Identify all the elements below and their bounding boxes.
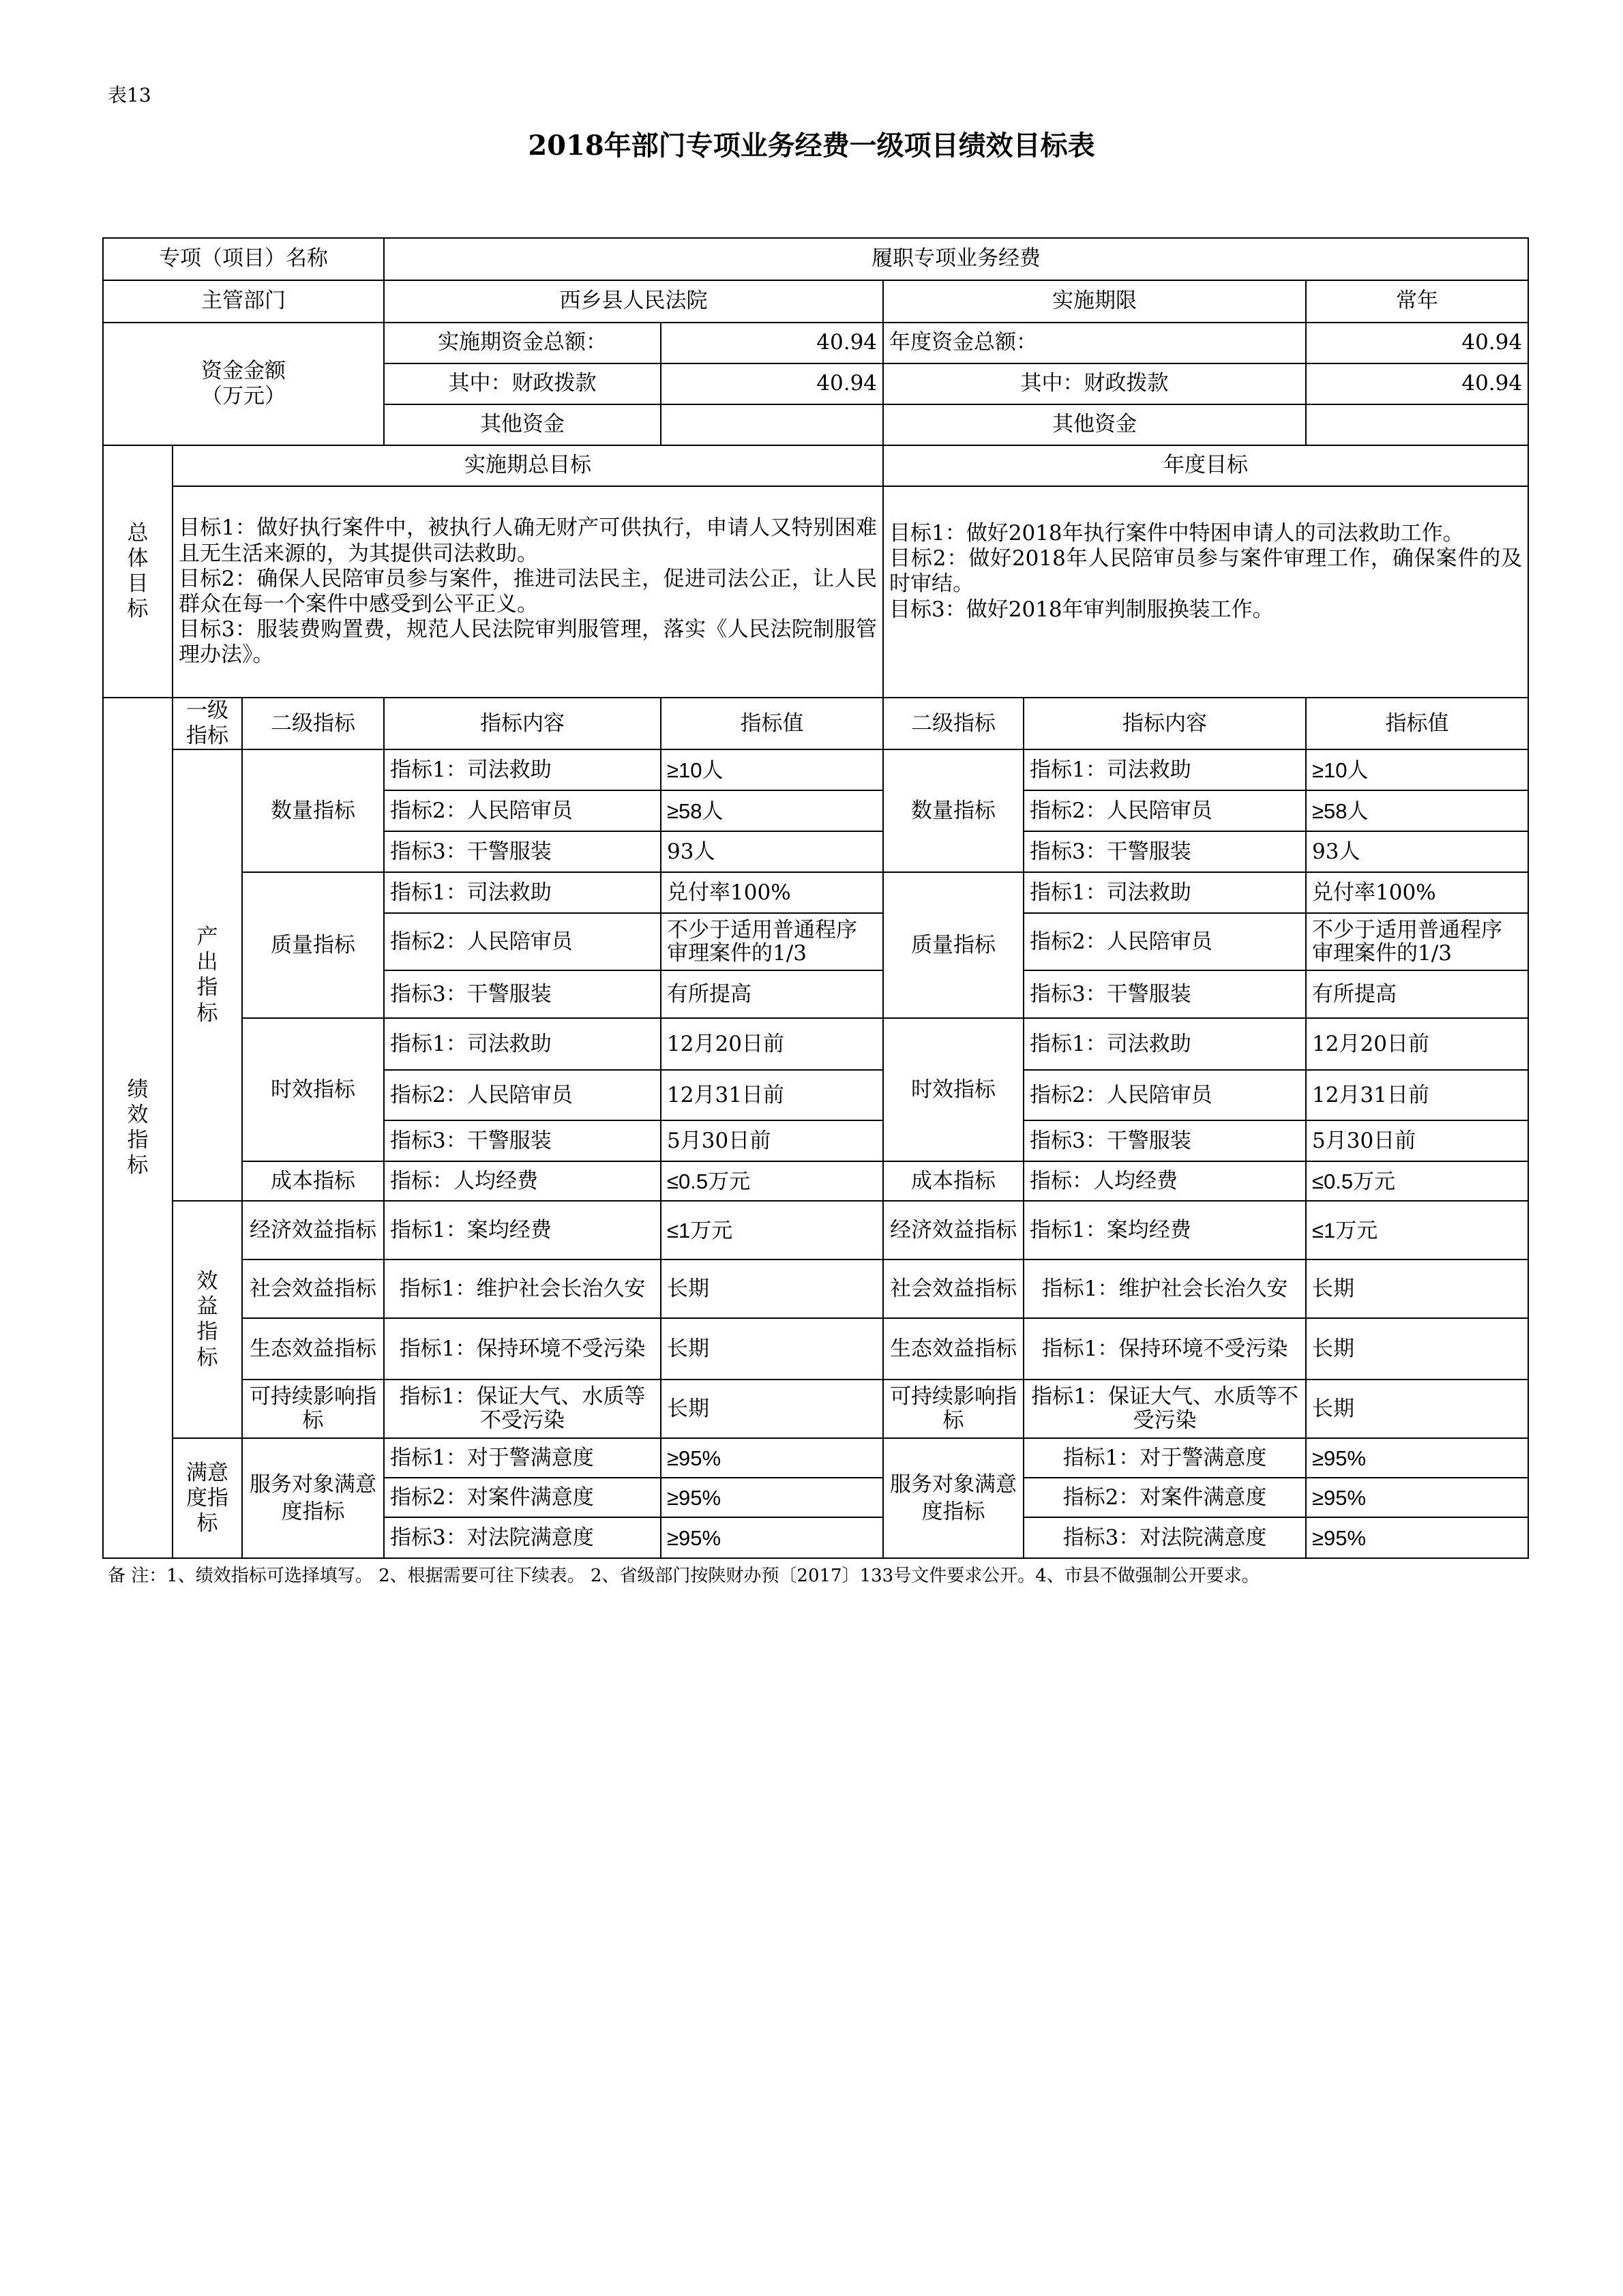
indicator-value: 长期 bbox=[661, 1380, 883, 1438]
indicator-value: 5月30日前 bbox=[661, 1120, 883, 1161]
quality-label-annual: 质量指标 bbox=[883, 872, 1024, 1018]
table-row bbox=[103, 1380, 1528, 1438]
indicator-content: 指标1：司法救助 bbox=[384, 1018, 661, 1070]
indicator-content: 指标2：对案件满意度 bbox=[1024, 1478, 1306, 1517]
effect-label-char: 标 bbox=[196, 1345, 218, 1370]
indicator-value: 12月31日前 bbox=[661, 1070, 883, 1120]
indicator-content: 指标2：对案件满意度 bbox=[384, 1478, 661, 1517]
quantity-label: 数量指标 bbox=[242, 749, 384, 872]
perf-section-char: 效 bbox=[127, 1103, 149, 1127]
period-value: 常年 bbox=[1306, 280, 1528, 323]
goals-content-row bbox=[103, 486, 1528, 698]
perf-header-row bbox=[103, 698, 1528, 749]
perf-section-char: 绩 bbox=[127, 1077, 149, 1102]
indicator-content: 指标2：人民陪审员 bbox=[1024, 913, 1306, 970]
funds-label bbox=[103, 323, 384, 445]
project-name-row bbox=[103, 238, 1528, 280]
indicator-value: ≤1万元 bbox=[1306, 1201, 1528, 1259]
satisfaction-label-line: 度指 bbox=[186, 1485, 228, 1510]
period-goal-item: 目标2：确保人民陪审员参与案件，推进司法民主，促进司法公正，让人民群众在每一个案件中感受到公平正义。 bbox=[179, 566, 878, 616]
col-content-header: 指标内容 bbox=[384, 698, 661, 749]
funds-other-label: 其他资金 bbox=[384, 404, 661, 445]
indicator-value: 长期 bbox=[661, 1259, 883, 1318]
indicator-content: 指标3：干警服装 bbox=[1024, 970, 1306, 1018]
indicator-content: 指标1：司法救助 bbox=[384, 872, 661, 913]
indicator-value: ≥58人 bbox=[661, 790, 883, 831]
quality-label: 质量指标 bbox=[242, 872, 384, 1018]
period-goals bbox=[173, 486, 883, 698]
eco-label-annual: 生态效益指标 bbox=[883, 1318, 1024, 1380]
output-label bbox=[173, 749, 242, 1201]
output-label-char: 产 bbox=[196, 925, 218, 949]
indicator-content: 指标1：司法救助 bbox=[384, 749, 661, 790]
goals-section-char: 总 bbox=[127, 520, 149, 546]
dept-value: 西乡县人民法院 bbox=[384, 280, 883, 323]
goals-section-char: 标 bbox=[127, 597, 149, 622]
funds-total-label: 实施期资金总额： bbox=[384, 323, 661, 363]
project-name-label: 专项（项目）名称 bbox=[103, 238, 384, 280]
indicator-content: 指标：人均经费 bbox=[384, 1161, 661, 1201]
indicator-content: 指标3：干警服装 bbox=[1024, 1120, 1306, 1161]
annual-goal-item: 目标1：做好2018年执行案件中特困申请人的司法救助工作。 bbox=[889, 521, 1464, 546]
quantity-label-annual: 数量指标 bbox=[883, 749, 1024, 872]
indicator-value: ≥95% bbox=[1306, 1478, 1528, 1517]
goals-section-label bbox=[103, 445, 173, 698]
indicator-value: 兑付率100% bbox=[1306, 872, 1528, 913]
funds-annual-fiscal-label: 其中：财政拨款 bbox=[883, 363, 1306, 404]
col-l1-header: 一级指标 bbox=[173, 698, 242, 749]
indicator-value: ≤1万元 bbox=[661, 1201, 883, 1259]
indicator-value: ≥95% bbox=[1306, 1438, 1528, 1478]
indicator-value: ≤0.5万元 bbox=[1306, 1161, 1528, 1201]
project-name-value: 履职专项业务经费 bbox=[384, 238, 1528, 280]
perf-section-label bbox=[103, 698, 173, 1558]
indicator-content: 指标1：司法救助 bbox=[1024, 749, 1306, 790]
table-row bbox=[103, 1018, 1528, 1070]
indicator-content: 指标1：保证大气、水质等不受污染 bbox=[384, 1380, 661, 1438]
funds-annual-total-value: 40.94 bbox=[1306, 323, 1528, 363]
funds-total-value: 40.94 bbox=[661, 323, 883, 363]
annual-goal-item: 目标3：做好2018年审判制服换装工作。 bbox=[889, 597, 1274, 622]
table-label: 表13 bbox=[108, 84, 151, 106]
col-l2-header: 二级指标 bbox=[242, 698, 384, 749]
table-row bbox=[103, 1259, 1528, 1318]
indicator-value: 93人 bbox=[661, 831, 883, 872]
indicator-content: 指标2：人民陪审员 bbox=[384, 913, 661, 970]
output-label-char: 出 bbox=[196, 950, 218, 975]
indicator-content: 指标1：维护社会长治久安 bbox=[384, 1259, 661, 1318]
funds-fiscal-value: 40.94 bbox=[661, 363, 883, 404]
indicator-content: 指标1：维护社会长治久安 bbox=[1024, 1259, 1306, 1318]
indicator-value: ≥95% bbox=[1306, 1517, 1528, 1558]
indicator-content: 指标1：保持环境不受污染 bbox=[1024, 1318, 1306, 1380]
perf-section-char: 指 bbox=[127, 1128, 149, 1153]
indicator-value: ≥10人 bbox=[661, 749, 883, 790]
funds-other-value bbox=[661, 404, 883, 445]
period-goal-item: 目标1：做好执行案件中，被执行人确无财产可供执行，申请人又特别困难且无生活来源的，为其提供司法救助。 bbox=[179, 516, 878, 566]
social-label: 社会效益指标 bbox=[242, 1259, 384, 1318]
indicator-content: 指标3：对法院满意度 bbox=[1024, 1517, 1306, 1558]
col-l2-header-annual: 二级指标 bbox=[883, 698, 1024, 749]
col-content-header-annual: 指标内容 bbox=[1024, 698, 1306, 749]
indicator-value: 长期 bbox=[1306, 1318, 1528, 1380]
table-row bbox=[103, 1318, 1528, 1380]
indicator-value: ≥95% bbox=[661, 1517, 883, 1558]
funds-annual-other-value bbox=[1306, 404, 1528, 445]
table-row bbox=[103, 1438, 1528, 1478]
indicator-content: 指标1：司法救助 bbox=[1024, 1018, 1306, 1070]
indicator-content: 指标2：人民陪审员 bbox=[1024, 790, 1306, 831]
indicator-value: 不少于适用普通程序审理案件的1/3 bbox=[661, 913, 883, 970]
timeliness-label-annual: 时效指标 bbox=[883, 1018, 1024, 1161]
indicator-content: 指标2：人民陪审员 bbox=[384, 1070, 661, 1120]
funds-annual-total-label: 年度资金总额： bbox=[883, 323, 1306, 363]
period-goal-item: 目标3：服装费购置费，规范人民法院审判服管理，落实《人民法院制服管理办法》。 bbox=[179, 617, 878, 668]
indicator-value: 12月20日前 bbox=[661, 1018, 883, 1070]
goals-header-row bbox=[103, 445, 1528, 486]
output-label-char: 指 bbox=[196, 975, 218, 1000]
goals-section-char: 目 bbox=[127, 571, 149, 596]
dept-row bbox=[103, 280, 1528, 323]
indicator-content: 指标1：保持环境不受污染 bbox=[384, 1318, 661, 1380]
indicator-content: 指标3：干警服装 bbox=[384, 831, 661, 872]
indicator-content: 指标2：人民陪审员 bbox=[1024, 1070, 1306, 1120]
annual-goal-item: 目标2：做好2018年人民陪审员参与案件审理工作，确保案件的及时审结。 bbox=[889, 546, 1523, 597]
period-label: 实施期限 bbox=[883, 280, 1306, 323]
service-label: 服务对象满意度指标 bbox=[242, 1438, 384, 1558]
indicator-value: ≤0.5万元 bbox=[661, 1161, 883, 1201]
indicator-value: 长期 bbox=[1306, 1380, 1528, 1438]
economic-label: 经济效益指标 bbox=[242, 1201, 384, 1259]
indicator-content: 指标1：案均经费 bbox=[384, 1201, 661, 1259]
col-value-header: 指标值 bbox=[661, 698, 883, 749]
cost-label: 成本指标 bbox=[242, 1161, 384, 1201]
col-value-header-annual: 指标值 bbox=[1306, 698, 1528, 749]
perf-section-char: 标 bbox=[127, 1153, 149, 1178]
annual-goal-label: 年度目标 bbox=[883, 445, 1528, 486]
indicator-value: 12月31日前 bbox=[1306, 1070, 1528, 1120]
funds-annual-fiscal-value: 40.94 bbox=[1306, 363, 1528, 404]
indicator-value: ≥95% bbox=[661, 1478, 883, 1517]
indicator-value: 5月30日前 bbox=[1306, 1120, 1528, 1161]
indicator-value: 长期 bbox=[1306, 1259, 1528, 1318]
period-goal-label: 实施期总目标 bbox=[173, 445, 883, 486]
indicator-content: 指标3：干警服装 bbox=[384, 970, 661, 1018]
indicator-value: 兑付率100% bbox=[661, 872, 883, 913]
indicator-value: ≥58人 bbox=[1306, 790, 1528, 831]
indicator-content: 指标3：对法院满意度 bbox=[384, 1517, 661, 1558]
output-label-char: 标 bbox=[196, 1000, 218, 1026]
indicator-content: 指标1：保证大气、水质等不受污染 bbox=[1024, 1380, 1306, 1438]
footnote: 备 注：1、绩效指标可选择填写。 2、根据需要可往下续表。 2、省级部门按陕财办预〔2017〕133号文件要求公开。4、市县不做强制公开要求。 bbox=[108, 1566, 1260, 1586]
table-row bbox=[103, 1201, 1528, 1259]
indicator-value: ≥10人 bbox=[1306, 749, 1528, 790]
indicator-value: 12月20日前 bbox=[1306, 1018, 1528, 1070]
goals-section-char: 体 bbox=[127, 546, 149, 571]
page-title: 2018年部门专项业务经费一级项目绩效目标表 bbox=[528, 130, 1095, 162]
funds-label-line1: 资金金额 bbox=[201, 358, 286, 383]
table-row bbox=[103, 1161, 1528, 1201]
indicator-content: 指标1：案均经费 bbox=[1024, 1201, 1306, 1259]
indicator-value: 93人 bbox=[1306, 831, 1528, 872]
economic-label-annual: 经济效益指标 bbox=[883, 1201, 1024, 1259]
social-label-annual: 社会效益指标 bbox=[883, 1259, 1024, 1318]
indicator-content: 指标1：对于警满意度 bbox=[384, 1438, 661, 1478]
indicator-content: 指标3：干警服装 bbox=[384, 1120, 661, 1161]
indicator-content: 指标3：干警服装 bbox=[1024, 831, 1306, 872]
effect-label-char: 效 bbox=[196, 1269, 218, 1294]
satisfaction-label-line: 满意 bbox=[186, 1460, 228, 1485]
effect-label bbox=[173, 1201, 242, 1438]
indicator-value: 不少于适用普通程序审理案件的1/3 bbox=[1306, 913, 1528, 970]
sustain-label-annual: 可持续影响指标 bbox=[883, 1380, 1024, 1438]
indicator-content: 指标2：人民陪审员 bbox=[384, 790, 661, 831]
indicator-content: 指标1：司法救助 bbox=[1024, 872, 1306, 913]
dept-label: 主管部门 bbox=[103, 280, 384, 323]
table-row bbox=[103, 749, 1528, 790]
indicator-content: 指标：人均经费 bbox=[1024, 1161, 1306, 1201]
satisfaction-label-line: 标 bbox=[196, 1510, 218, 1536]
funds-label-line2: （万元） bbox=[201, 384, 286, 408]
eco-label: 生态效益指标 bbox=[242, 1318, 384, 1380]
indicator-value: ≥95% bbox=[661, 1438, 883, 1478]
service-label-annual: 服务对象满意度指标 bbox=[883, 1438, 1024, 1558]
funds-annual-other-label: 其他资金 bbox=[883, 404, 1306, 445]
indicator-content: 指标1：对于警满意度 bbox=[1024, 1438, 1306, 1478]
effect-label-char: 指 bbox=[196, 1320, 218, 1345]
funds-row-total bbox=[103, 323, 1528, 363]
indicator-value: 有所提高 bbox=[1306, 970, 1528, 1018]
indicator-value: 有所提高 bbox=[661, 970, 883, 1018]
indicator-value: 长期 bbox=[661, 1318, 883, 1380]
effect-label-char: 益 bbox=[196, 1294, 218, 1320]
cost-label-annual: 成本指标 bbox=[883, 1161, 1024, 1201]
timeliness-label: 时效指标 bbox=[242, 1018, 384, 1161]
annual-goals bbox=[883, 486, 1528, 698]
performance-table bbox=[102, 237, 1529, 1559]
funds-fiscal-label: 其中：财政拨款 bbox=[384, 363, 661, 404]
table-row bbox=[103, 872, 1528, 913]
satisfaction-label bbox=[173, 1438, 242, 1558]
sustain-label: 可持续影响指标 bbox=[242, 1380, 384, 1438]
